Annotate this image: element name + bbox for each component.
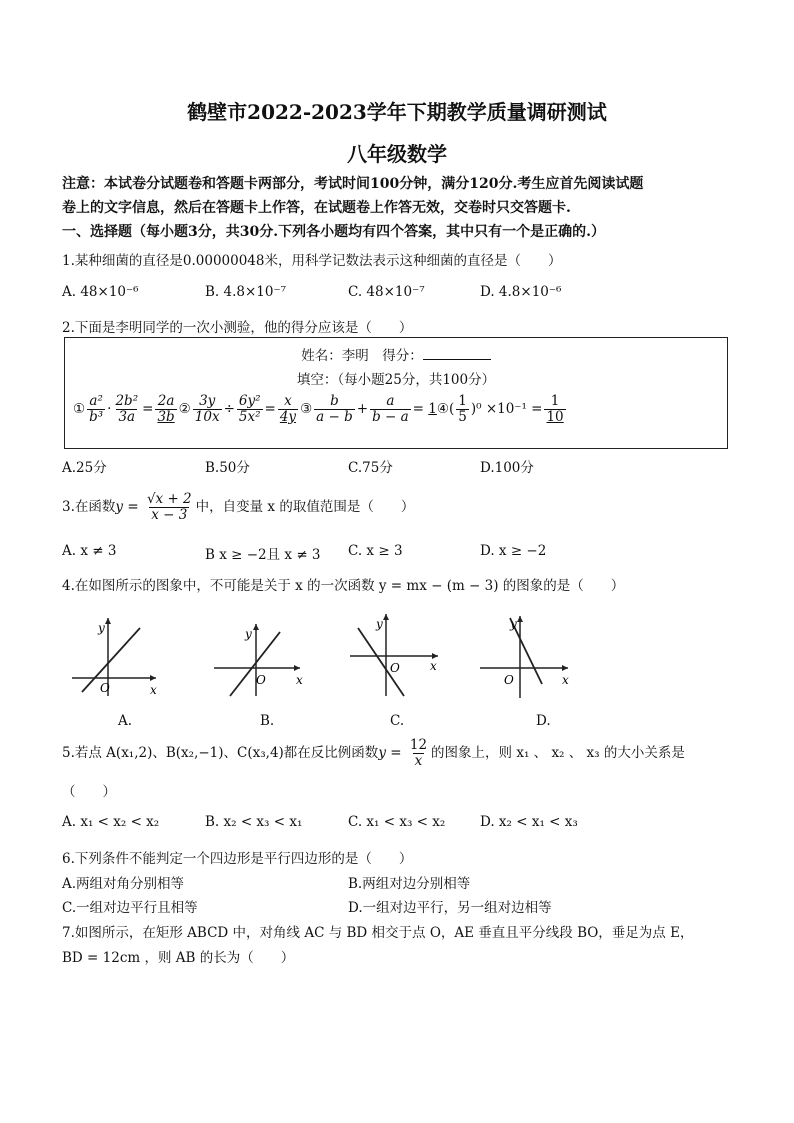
svg-text:x: x [296, 673, 303, 687]
q6-option-c: C.一组对边平行且相等 [62, 900, 198, 916]
q2-option-b: B.50分 [205, 460, 250, 476]
notice-line-2: 卷上的文字信息，然后在答题卡上作答，在试题卷上作答无效，交卷时只交答题卡. [62, 200, 571, 216]
q2-option-c: C.75分 [348, 460, 393, 476]
svg-text:x: x [150, 683, 157, 697]
q2-stem: 2.下面是李明同学的一次小测验，他的得分应该是（ ） [62, 320, 413, 336]
svg-text:O: O [256, 673, 266, 687]
svg-text:O: O [100, 681, 110, 695]
graph-a-label: A. [118, 713, 133, 729]
graph-d-label: D. [536, 713, 551, 729]
frac-3: $\frac{2a}{3b}$ [157, 393, 175, 425]
q7-line-2: BD = 12cm ，则 AB 的长为（ ） [62, 950, 295, 966]
q3-option-d: D. x ≥ −2 [480, 543, 547, 559]
svg-text:x: x [430, 659, 437, 673]
item-1-marker: ① [73, 401, 86, 417]
svg-text:y: y [510, 617, 517, 631]
graph-b-label: B. [260, 713, 275, 729]
q3-option-c: C. x ≥ 3 [348, 543, 403, 559]
quiz-name-line [65, 344, 727, 364]
graph-c-label: C. [390, 713, 405, 729]
svg-text:y: y [376, 617, 383, 631]
frac-2: $\frac{\text{2b²}}{3a}$ [115, 393, 139, 425]
q5-option-b: B. x₂ < x₃ < x₁ [205, 814, 303, 830]
q5-stem-post: 的图象上，则 x₁ 、 x₂ 、 x₃ 的大小关系是 [431, 745, 685, 761]
q2-option-a: A.25分 [62, 460, 107, 476]
quiz-fill-line: 填空：（每小题25分，共100分） [296, 372, 496, 388]
frac-9: $\frac{1}{5}$ [458, 393, 467, 425]
graph-d [476, 606, 576, 700]
q7-line-1: 7.如图所示，在矩形 ABCD 中，对角线 AC 与 BD 相交于点 O，AE 垂直且平分线段 BO，垂足为点 E， [62, 925, 694, 941]
q3-option-a: A. x ≠ 3 [62, 543, 117, 559]
q6-option-d: D.一组对边平行，另一组对边相等 [348, 900, 552, 916]
q5-option-a: A. x₁ < x₂ < x₂ [62, 814, 160, 830]
q3-stem-pre: 3.在函数 [62, 499, 116, 515]
frac-5: $\frac{\text{6y²}}{\text{5x²}}$ [238, 393, 261, 425]
q2-option-d: D.100分 [480, 460, 534, 476]
frac-7: $\frac{b}{a - b}$ [316, 393, 353, 425]
item-3-marker: ③ [300, 401, 313, 417]
item-4-marker: ④ [436, 401, 449, 417]
frac-6: $\frac{x}{4y}$ [279, 393, 297, 425]
q4-stem: 4.在如图所示的图象中，不可能是关于 x 的一次函数 y = mx − (m − 3) 的图象的是（ ） [62, 578, 625, 594]
q3-option-b: B x ≥ −2且 x ≠ 3 [205, 547, 321, 563]
q1-option-b: B. 4.8×10⁻⁷ [205, 284, 286, 300]
q3-stem-post: 中，自变量 x 的取值范围是（ ） [195, 499, 415, 515]
q1-stem: 1.某种细菌的直径是0.00000048米，用科学记数法表示这种细菌的直径是（ ） [62, 253, 562, 269]
svg-text:O: O [504, 673, 514, 687]
svg-text:O: O [390, 661, 400, 675]
svg-text:y: y [98, 621, 105, 635]
svg-text:x: x [562, 673, 569, 687]
quiz-name-label: 姓名：李明 得分： [301, 348, 423, 364]
graph-a [64, 606, 164, 700]
score-blank [423, 347, 491, 360]
q6-option-a: A.两组对角分别相等 [62, 876, 185, 892]
q5-stem: 5.若点 A(x₁,2)、B(x₂,−1)、C(x₃,4)都在反比例函数y = $\frac{12}{x}$ 的图象上，则 x₁ 、 x₂ 、 x₃ 的大小关系是 [62, 737, 685, 769]
frac-4: $\frac{3y}{10x}$ [194, 393, 220, 425]
exam-subtitle: 八年级数学 [347, 142, 447, 166]
q6-stem: 6.下列条件不能判定一个四边形是平行四边形的是（ ） [62, 851, 413, 867]
quiz-box [64, 337, 728, 449]
q5-paren: （ ） [62, 784, 116, 800]
item-2-marker: ② [178, 401, 191, 417]
q6-option-b: B.两组对边分别相等 [348, 876, 471, 892]
graph-c [346, 606, 446, 698]
graph-b [208, 612, 308, 702]
section-heading: 一、选择题（每小题3分，共30分.下列各小题均有四个答案，其中只有一个是正确的.） [62, 224, 605, 240]
q5-option-c: C. x₁ < x₃ < x₂ [348, 814, 446, 830]
q1-option-c: C. 48×10⁻⁷ [348, 284, 425, 300]
frac-10: $\frac{1}{10}$ [546, 393, 564, 425]
q5-stem-pre: 5.若点 A(x₁,2)、B(x₂,−1)、C(x₃,4)都在反比例函数 [62, 745, 379, 761]
quiz-items: ① $\frac{\text{a²}}{\text{b³}}$ · $\frac{\text{2b²}}{3a}$ = $\frac{2a}{3b}$ ② $\frac{3y}{10x}$ ÷ $\frac{\text{6y²}}{\text{5x²}}$ = $\frac{x}{4y}$ ③ $\frac{b}{a - b}$ + $\frac{a}{b - a}$ = 1④( $\frac{1}{5}$ )⁰ ×10⁻¹ = $\frac{1}{10}$ [73, 393, 564, 425]
q1-option-d: D. 4.8×10⁻⁶ [480, 284, 562, 300]
exam-title: 鹤壁市2022-2023学年下期教学质量调研测试 [187, 100, 607, 124]
q5-function-fraction: $\frac{12}{x}$ [409, 737, 428, 769]
q3-stem: 3.在函数y = $\frac{√x + 2}{x - 3}$ 中，自变量 x 的取值范围是（ ） [62, 491, 415, 523]
q3-function-fraction: $\frac{√x + 2}{x - 3}$ [146, 491, 192, 523]
q5-option-d: D. x₂ < x₁ < x₃ [480, 814, 578, 830]
svg-text:y: y [245, 627, 252, 641]
frac-8: $\frac{a}{b - a}$ [372, 393, 409, 425]
frac-1: $\frac{\text{a²}}{\text{b³}}$ [89, 393, 104, 425]
notice-line-1: 注意：本试卷分试题卷和答题卡两部分，考试时间100分钟，满分120分.考生应首先阅读试题 [62, 176, 644, 192]
q1-option-a: A. 48×10⁻⁶ [62, 284, 139, 300]
